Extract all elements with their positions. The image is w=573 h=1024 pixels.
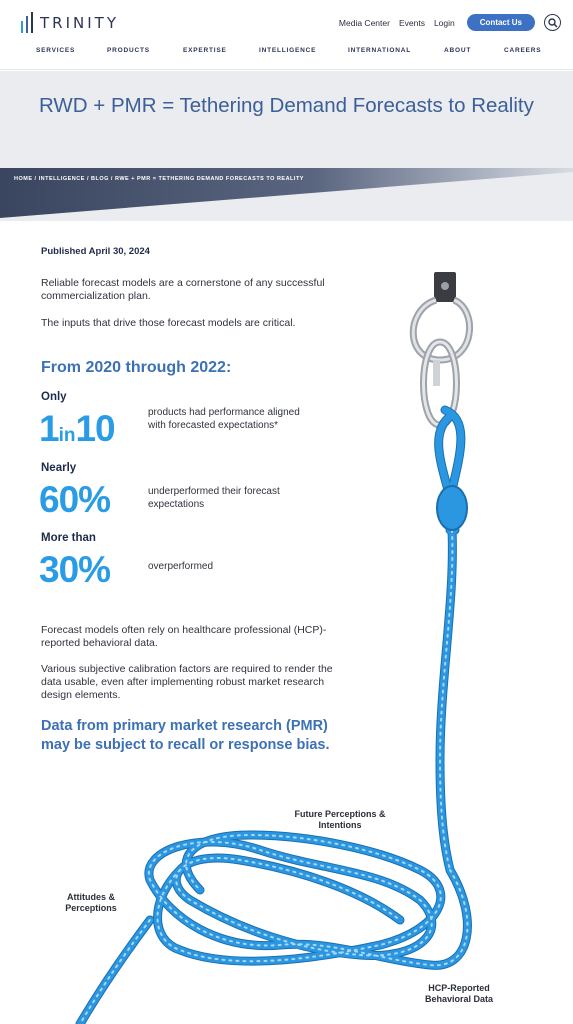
callout-text: Data from primary market research (PMR) may be subject to recall or response bias. bbox=[41, 718, 330, 753]
published-date: Published April 30, 2024 bbox=[41, 246, 150, 257]
stat-3-label: More than bbox=[41, 532, 96, 544]
intro-paragraph-1: Reliable forecast models are a cornerstone of any successful commercialization plan. bbox=[41, 277, 325, 302]
section-heading: From 2020 through 2022: bbox=[41, 359, 232, 376]
page-title: RWD + PMR = Tethering Demand Forecasts to Reality bbox=[39, 94, 534, 117]
stat-2-label: Nearly bbox=[41, 462, 77, 474]
stat-1-value-a: 1 bbox=[39, 408, 59, 449]
nav-expertise[interactable]: EXPERTISE bbox=[183, 47, 227, 54]
stat-1-description: products had performance aligned with forecasted expectations* bbox=[148, 407, 300, 431]
intro-paragraph-2: The inputs that drive those forecast models are critical. bbox=[41, 317, 296, 329]
label-attitudes-perceptions: Attitudes & Perceptions bbox=[65, 892, 117, 913]
stat-1-value-b: 10 bbox=[75, 408, 115, 449]
login-link[interactable]: Login bbox=[433, 17, 455, 28]
nav-services[interactable]: SERVICES bbox=[36, 47, 76, 54]
stat-3-description: overperformed bbox=[148, 561, 214, 572]
stat-1-label: Only bbox=[41, 391, 67, 403]
stat-1-value-mid: in bbox=[58, 425, 76, 446]
stat-1-value bbox=[39, 409, 115, 456]
carabiner-icon bbox=[413, 300, 469, 425]
body-paragraph-2: Various subjective calibration factors are required to render the data usable, even after implementing robust market research design elements. bbox=[41, 663, 333, 701]
nav-about[interactable]: ABOUT bbox=[444, 47, 472, 54]
logo-text: TRINITY bbox=[40, 14, 119, 32]
stat-2-description: underperformed their forecast expectations bbox=[148, 486, 280, 510]
label-future-perceptions: Future Perceptions & Intentions bbox=[294, 809, 386, 830]
label-hcp-behavioral-data: HCP-Reported Behavioral Data bbox=[424, 983, 494, 1004]
stat-3-value: 30% bbox=[39, 549, 111, 590]
nav-careers[interactable]: CAREERS bbox=[504, 47, 542, 54]
stat-2-value: 60% bbox=[39, 479, 111, 520]
breadcrumb[interactable]: HOME / INTELLIGENCE / BLOG / RWE + PMR = TETHERING DEMAND FORECASTS TO REALITY bbox=[14, 176, 304, 182]
nav-intelligence[interactable]: INTELLIGENCE bbox=[259, 47, 317, 54]
body-paragraph-1: Forecast models often rely on healthcare professional (HCP)-reported behavioral data. bbox=[41, 624, 327, 649]
media-center-link[interactable]: Media Center bbox=[338, 17, 390, 28]
nav-products[interactable]: PRODUCTS bbox=[107, 47, 150, 54]
nav-international[interactable]: INTERNATIONAL bbox=[348, 47, 411, 54]
events-link[interactable]: Events bbox=[398, 17, 425, 28]
wall-hook bbox=[434, 272, 456, 302]
contact-us-button[interactable]: Contact Us bbox=[467, 14, 535, 31]
